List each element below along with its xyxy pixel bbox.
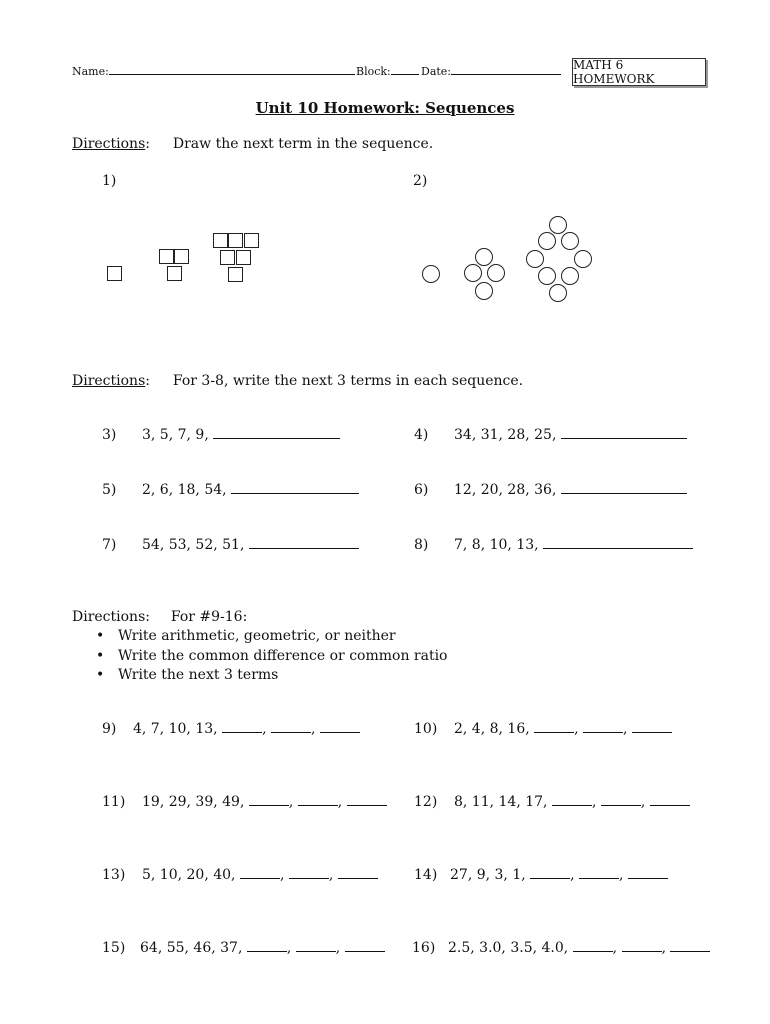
date-field[interactable] bbox=[421, 65, 561, 78]
square-tile bbox=[228, 267, 243, 282]
directions-label: Directions bbox=[72, 136, 146, 152]
answer-blank[interactable] bbox=[583, 732, 623, 733]
problem-12: 12) 8, 11, 14, 17, , , bbox=[414, 794, 690, 810]
problem-16: 16) 2.5, 3.0, 3.5, 4.0, , , bbox=[412, 940, 710, 956]
block-field[interactable] bbox=[356, 65, 419, 78]
answer-blank[interactable] bbox=[298, 805, 338, 806]
circle-dot bbox=[538, 267, 556, 285]
directions-label: Directions bbox=[72, 373, 146, 389]
block-label: Block: bbox=[356, 65, 391, 78]
answer-blank[interactable] bbox=[534, 732, 574, 733]
answer-blank[interactable] bbox=[632, 732, 672, 733]
problem-13: 13) 5, 10, 20, 40, , , bbox=[102, 867, 378, 883]
circle-dot bbox=[487, 264, 505, 282]
answer-blank[interactable] bbox=[573, 951, 613, 952]
answer-blank[interactable] bbox=[561, 493, 687, 494]
problem-4: 4) 34, 31, 28, 25, bbox=[414, 427, 687, 443]
square-tile bbox=[220, 250, 235, 265]
course-badge: MATH 6 HOMEWORK bbox=[572, 58, 706, 86]
problem-6: 6) 12, 20, 28, 36, bbox=[414, 482, 687, 498]
problem-3: 3) 3, 5, 7, 9, bbox=[102, 427, 340, 443]
answer-blank[interactable] bbox=[601, 805, 641, 806]
answer-blank[interactable] bbox=[650, 805, 690, 806]
problem-11: 11) 19, 29, 39, 49, , , bbox=[102, 794, 387, 810]
problem-10: 10) 2, 4, 8, 16, , , bbox=[414, 721, 672, 737]
circle-dot bbox=[561, 267, 579, 285]
date-label: Date: bbox=[421, 65, 452, 78]
answer-blank[interactable] bbox=[670, 951, 710, 952]
answer-blank[interactable] bbox=[296, 951, 336, 952]
name-field[interactable] bbox=[72, 65, 355, 78]
circle-dot bbox=[475, 282, 493, 300]
list-item: • Write the common difference or common ratio bbox=[92, 648, 448, 668]
answer-blank[interactable] bbox=[561, 438, 687, 439]
instructions-list bbox=[92, 628, 448, 687]
answer-blank[interactable] bbox=[213, 438, 340, 439]
problem-5: 5) 2, 6, 18, 54, bbox=[102, 482, 359, 498]
problem-14: 14) 27, 9, 3, 1, , , bbox=[414, 867, 668, 883]
square-tile bbox=[244, 233, 259, 248]
answer-blank[interactable] bbox=[628, 878, 668, 879]
problem-number: 2) bbox=[413, 173, 428, 189]
square-tile bbox=[159, 249, 174, 264]
circle-dot bbox=[561, 232, 579, 250]
name-blank[interactable] bbox=[109, 74, 355, 75]
square-tile bbox=[107, 266, 122, 281]
circle-dot bbox=[549, 216, 567, 234]
circle-dot bbox=[574, 250, 592, 268]
square-tile bbox=[167, 266, 182, 281]
problem-9: 9) 4, 7, 10, 13, , , bbox=[102, 721, 360, 737]
date-blank[interactable] bbox=[451, 74, 561, 75]
list-item: • Write arithmetic, geometric, or neither bbox=[92, 628, 448, 648]
directions-text: For #9-16: bbox=[170, 609, 248, 625]
block-blank[interactable] bbox=[391, 74, 419, 75]
answer-blank[interactable] bbox=[347, 805, 387, 806]
page-title: Unit 10 Homework: Sequences bbox=[255, 99, 515, 117]
answer-blank[interactable] bbox=[579, 878, 619, 879]
directions-1: Directions: Draw the next term in the sequence. bbox=[72, 136, 434, 152]
problem-8: 8) 7, 8, 10, 13, bbox=[414, 537, 693, 553]
circle-dot bbox=[526, 250, 544, 268]
square-tile bbox=[236, 250, 251, 265]
square-tile bbox=[228, 233, 243, 248]
directions-text: For 3-8, write the next 3 terms in each sequence. bbox=[172, 373, 524, 389]
answer-blank[interactable] bbox=[231, 493, 359, 494]
circle-dot bbox=[475, 248, 493, 266]
circle-dot bbox=[422, 265, 440, 283]
circle-dot bbox=[538, 232, 556, 250]
directions-2: Directions: For 3-8, write the next 3 terms in each sequence. bbox=[72, 373, 524, 389]
circle-dot bbox=[464, 264, 482, 282]
answer-blank[interactable] bbox=[222, 732, 262, 733]
answer-blank[interactable] bbox=[249, 548, 359, 549]
circle-dot bbox=[549, 284, 567, 302]
answer-blank[interactable] bbox=[247, 951, 287, 952]
square-tile bbox=[213, 233, 228, 248]
name-label: Name: bbox=[72, 65, 109, 78]
answer-blank[interactable] bbox=[543, 548, 693, 549]
directions-3 bbox=[72, 609, 247, 625]
answer-blank[interactable] bbox=[552, 805, 592, 806]
problem-15: 15) 64, 55, 46, 37, , , bbox=[102, 940, 385, 956]
answer-blank[interactable] bbox=[240, 878, 280, 879]
square-tile bbox=[174, 249, 189, 264]
problem-7: 7) 54, 53, 52, 51, bbox=[102, 537, 359, 553]
answer-blank[interactable] bbox=[289, 878, 329, 879]
list-item: • Write the next 3 terms bbox=[92, 667, 448, 687]
answer-blank[interactable] bbox=[338, 878, 378, 879]
answer-blank[interactable] bbox=[320, 732, 360, 733]
directions-text: Draw the next term in the sequence. bbox=[172, 136, 434, 152]
answer-blank[interactable] bbox=[249, 805, 289, 806]
answer-blank[interactable] bbox=[345, 951, 385, 952]
answer-blank[interactable] bbox=[530, 878, 570, 879]
answer-blank[interactable] bbox=[622, 951, 662, 952]
answer-blank[interactable] bbox=[271, 732, 311, 733]
problem-number: 1) bbox=[102, 173, 117, 189]
directions-label: Directions: bbox=[72, 609, 150, 625]
